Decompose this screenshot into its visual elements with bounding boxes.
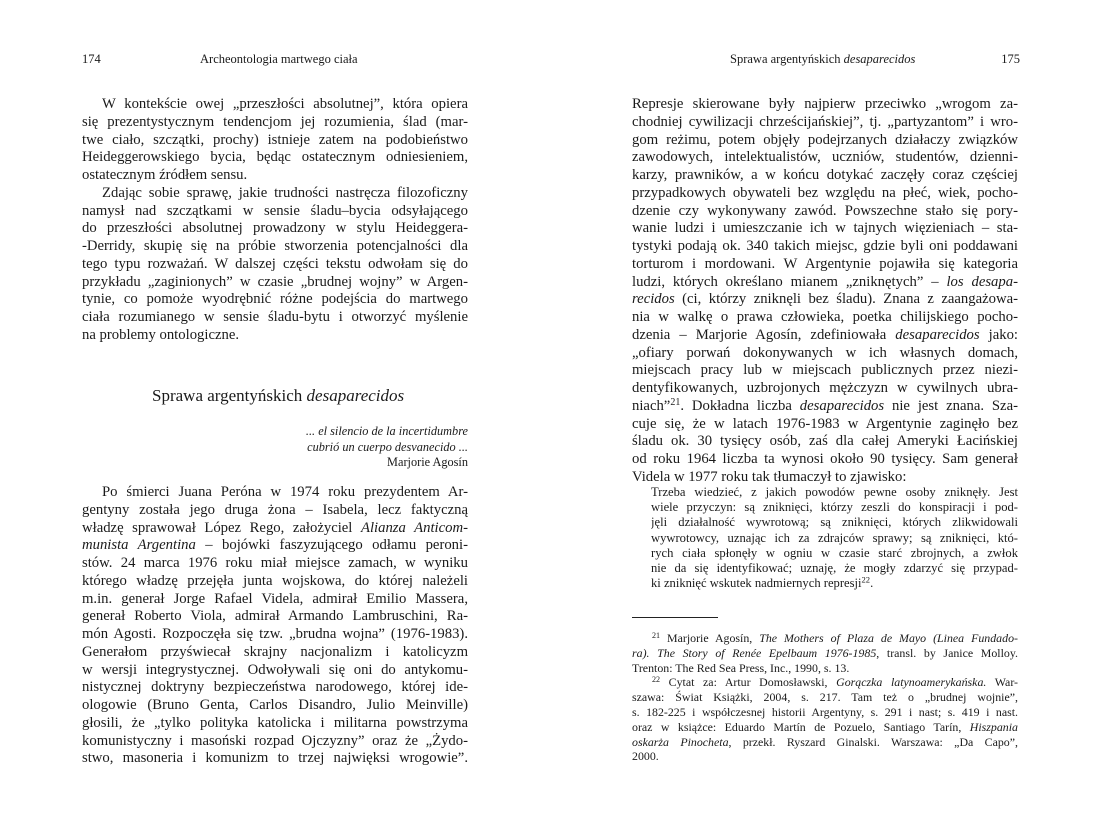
text-line: którego władzę przejęła junta wojskowa, do której należeli — [82, 572, 468, 589]
paragraph-2 — [82, 185, 468, 345]
footnote-line: ra). The Story of Renée Epelbaum 1976-1985, transl. by Janice Molloy. — [632, 645, 1018, 660]
text-line: Videla w 1977 roku tak tłumaczył to zjawisko: — [632, 468, 907, 485]
footnote-line: $^{22}$ Cytat za: Artur Domosławski, Gorączka latynoamerykańska. War- — [652, 675, 1018, 690]
text-line: ciała rozumianego w sensie śladu-bytu i otworzyć myślenie — [82, 309, 468, 325]
block-quote — [651, 485, 1018, 591]
footnote-line: 2000. — [632, 749, 659, 764]
text-line: Generałom przyświecał skrajny nacjonalizm i katolicyzm — [82, 643, 468, 660]
text-line: W kontekście owej „przeszłości absolutnej”, która opiera — [102, 96, 468, 112]
text-line: niach”$^{21}$. Dokładna liczba desaparecidos nie jest znana. Sza- — [632, 397, 1018, 414]
text-line: stów. 24 marca 1976 roku miał miejsce zamach, w wyniku — [82, 555, 468, 571]
text-line: tego typu rozważań. W dalszej części tekstu odwołam się do — [82, 255, 468, 272]
text-line: zawodowych, intelektualistów, uczniów, studentów, dzienni- — [632, 149, 1018, 166]
text-line: śladu ok. 30 tysięcy osób, zaś dla całej Ameryki Łacińskiej — [632, 433, 1018, 450]
text-line: komunistyczny i masoński rozpad Ojczyzny” oraz że „Żydo- — [82, 732, 468, 749]
text-line: generał Roberto Viola, admirał Armando Lambruschini, Ra- — [82, 608, 468, 625]
footnote-line: $^{21}$ Marjorie Agosín, The Mothers of Plaza de Mayo (Linea Fundado- — [652, 631, 1018, 645]
text-line: w wersji integrystycznej. Odwoływali się oni do antykomu- — [82, 661, 468, 678]
footnote-rule — [632, 617, 718, 618]
text-line: munista Argentina – bojówki faszyzującego odłamu peroni- — [82, 537, 468, 554]
text-line: Heideggerowskiego bycia, będąc ostatecznym odniesieniem, — [82, 149, 468, 166]
epigraph-author: Marjorie Agosín — [387, 455, 468, 469]
text-line: władzę sprawował López Rego, założyciel Alianza Anticom- — [82, 519, 468, 536]
text-line: Po śmierci Juana Peróna w 1974 roku prezydentem Ar- — [102, 484, 468, 500]
text-line: namysł nad szczątkami w sensie śladu–bycia odsyłającego — [82, 202, 468, 219]
footnote-line: s. 182-225 i współczesnej historii Argentyny, s. 291 i nast; s. 419 i nast. — [632, 704, 1018, 719]
text-line: Zdając sobie sprawę, jakie trudności nastręcza filozoficzny — [102, 184, 468, 201]
text-line: się prezentystycznym tendencjom jej rozumienia, ślad (mar- — [82, 113, 468, 130]
text-line: recidos (ci, którzy zniknęli bez śladu). Znana z zaangażowa- — [632, 291, 1018, 308]
quote-line: nie da się identyfikować; uznaję, że mogły zdarzyć się przypad- — [651, 560, 1018, 575]
footnote-line: oraz w książce: Eduardo Martín de Pozuelo, Santiago Tarín, Hiszpania — [632, 719, 1018, 734]
quote-line: wywrotowcy, uznając ich za zdrajców sprawy; są zniknięci, któ- — [651, 530, 1018, 545]
text-line: karzy, prawników, a w końcu dotykać zaczęły coraz częściej — [632, 167, 1018, 183]
text-line: stwo, masoneria i komunizm to trzej najwięksi wrogowie”. — [82, 750, 468, 767]
text-line: ologowie (Bruno Genta, Carlos Disandro, Julio Meinville) — [82, 697, 468, 713]
quote-line: jęli działalność wywrotową; są zniknięci, których zlikwidowali — [651, 515, 1018, 530]
text-line: gentyny została jego druga żona – Isabela, lecz faktyczną — [82, 501, 468, 518]
epigraph-line: ... el silencio de la incertidumbre — [305, 424, 468, 438]
text-line: głosili, że „tylko polityka katolicka i militarna powstrzyma — [82, 714, 468, 731]
text-line: -Derridy, skupię się na próbie stworzenia potencjalności dla — [82, 238, 468, 254]
quote-line: rych ciała spłonęły w ogniu w czasie starć zbrojnych, a zwłok — [651, 545, 1018, 560]
footnote-line: Trenton: The Red Sea Press, Inc., 1990, s. 13. — [632, 660, 850, 675]
quote-line: ki zniknięć wskutek nadmiernych represji$^{22}$. — [651, 574, 874, 591]
running-title: Archeontologia martwego ciała — [200, 52, 358, 66]
text-line: torturom i mordowani. W Argentynie pojawiła się kategoria — [632, 255, 1018, 272]
text-line: ludzi, których określano mianem „zniknętych” – los desapa- — [632, 273, 1018, 290]
epigraph-line: cubrió un cuerpo desvanecido ... — [307, 439, 468, 454]
text-line: m.in. generał Jorge Rafael Videla, admirał Emilio Massera, — [82, 590, 468, 607]
text-line: nistycznej doktryny bezpieczeństwa narodowego, której ide- — [82, 679, 468, 696]
text-line: od roku 1964 liczba ta wynosi około 90 tysięcy. Sam generał — [632, 451, 1018, 467]
text-line: tystyki podają ok. 340 takich miejsc, gdzie byli oni poddawani — [632, 238, 1018, 254]
footnote-marker: 22 — [652, 675, 661, 685]
right-page — [550, 0, 1100, 836]
text-line: twe ciało, szczątki, prochy) istnieje zatem na podobieństwo — [82, 131, 468, 148]
text-line: tynie, co pomoże wyodrębnić różne podejścia do martwego — [82, 291, 468, 308]
quote-line: Trzeba wiedzieć, z jakich powodów pewne osoby zniknęły. Jest — [651, 485, 1018, 499]
footnote-line: szawa: Świat Książki, 2004, s. 217. Tam też o „brudnej wojnie”, — [632, 690, 1018, 705]
left-running-head — [82, 52, 472, 67]
footnotes — [632, 631, 1018, 764]
text-line: przypadkowych obywateli bez względu na płeć, wiek, pocho- — [632, 184, 1018, 201]
running-title: Sprawa argentyńskich desaparecidos — [730, 52, 916, 66]
epigraph — [306, 424, 468, 471]
text-line: miejscach pracy lub w miejscach publicznych przez niezi- — [632, 362, 1018, 379]
text-line: „ofiary porwań dokonywanych w ich własnych domach, — [632, 344, 1018, 361]
text-line: do przeszłości absolutnej prowadzony w stylu Heideggera- — [82, 220, 468, 237]
paragraph-3 — [82, 484, 468, 768]
paragraph-1 — [82, 96, 468, 185]
text-line: przykładu „zaginionych” w czasie „brudnej wojny” w Argen- — [82, 273, 468, 290]
text-line: na problemy ontologiczne. — [82, 326, 240, 343]
section-heading — [152, 386, 404, 406]
footnote-line: oskarża Pinocheta, przekł. Ryszard Ginalski. Warszawa: „Da Capo”, — [632, 734, 1018, 749]
page-number: 174 — [82, 52, 101, 66]
heading-text: Sprawa argentyńskich — [152, 386, 307, 405]
text-line: nia w walkę o prawa człowieka, poetka chilijskiego pocho- — [632, 309, 1018, 325]
text-line: gom reżimu, potem objęły podejrzanych działaczy związków — [632, 131, 1018, 148]
text-line: Represje skierowane były najpierw przeciwko „wrogom za- — [632, 96, 1018, 112]
text-line: chodniej cywilizacji chrześcijańskiej”, tj. „partyzantom” i wro- — [632, 113, 1018, 130]
text-line: dzenia – Marjorie Agosín, zdefiniowała desaparecidos jako: — [632, 326, 1018, 343]
text-line: món Agosti. Rozpoczęła się tzw. „brudna wojna” (1976-1983). — [82, 626, 468, 642]
page-number: 175 — [1001, 52, 1020, 66]
text-line: dentyfikowanych, uzbrojonych mężczyzn w cywilnych ubra- — [632, 380, 1018, 396]
right-running-head — [730, 52, 1020, 67]
footnote-marker: 21 — [652, 631, 661, 640]
text-line: wanie ludzi i umieszczanie ich w tajnych więzieniach – sta- — [632, 220, 1018, 237]
text-line: ostatecznym źródłem sensu. — [82, 167, 248, 183]
heading-italic: desaparecidos — [306, 386, 405, 405]
quote-line: wiele przyczyn: są zniknięci, którzy zeszli do konspiracji i pod- — [651, 500, 1018, 515]
text-line: cuje się, że w latach 1976-1983 w Argentynie zaginęło bez — [632, 415, 1018, 432]
text-line: dzenie czy wykonywany zawód. Powszechne stało się pory- — [632, 202, 1018, 219]
body-paragraph — [632, 96, 1018, 487]
